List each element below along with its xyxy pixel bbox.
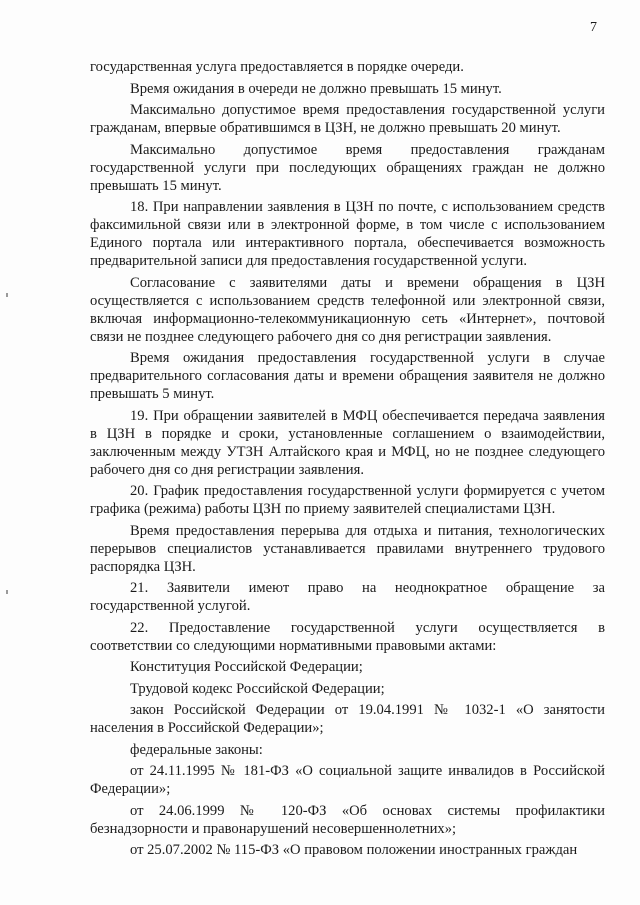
paragraph: 18. При направлении заявления в ЦЗН по почте, с использованием средств факсимильной связи или в электронной форме, в том числе с использованием Единого портала или интерактивного портала, обеспечивается возможность предварительной записи для предоставления государственной услуги.	[90, 199, 605, 269]
paragraph: государственная услуга предоставляется в порядке очереди.	[90, 59, 464, 75]
paragraph: 21. Заявители имеют право на неоднократное обращение за государственной услугой.	[90, 580, 605, 614]
paragraph: Согласование с заявителями даты и времени обращения в ЦЗН осуществляется с использованием средств телефонной или электронной связи, включая информационно-телекоммуникационную сеть «Интернет», почтовой связи не позднее следующего рабочего дня со дня регистрации заявления.	[90, 274, 605, 345]
paragraph: от 25.07.2002 № 115-ФЗ «О правовом положении иностранных граждан	[130, 842, 578, 858]
paragraph: Время ожидания в очереди не должно превышать 15 минут.	[130, 80, 502, 97]
paragraph: федеральные законы:	[130, 741, 263, 758]
paragraph: Максимально допустимое время предоставления государственной услуги гражданам, впервые обратившимся в ЦЗН, не должно превышать 20 минут.	[90, 102, 605, 136]
paragraph: от 24.06.1999 № 120-ФЗ «Об основах системы профилактики безнадзорности и правонарушений несовершеннолетних»;	[90, 802, 605, 837]
paragraph: Конституция Российской Федерации;	[130, 659, 363, 675]
scan-mark	[6, 293, 8, 297]
paragraph: 19. При обращении заявителей в МФЦ обеспечивается передача заявления в ЦЗН в порядке и сроки, установленные соглашением о взаимодействии, заключенным между УТЗН Алтайского края и МФЦ, но не позднее следующего рабочего дня со дня регистрации заявления.	[90, 407, 605, 478]
paragraph: 22. Предоставление государственной услуги осуществляется в соответствии со следующими нормативными правовыми актами:	[90, 619, 605, 654]
paragraph: от 24.11.1995 № 181-ФЗ «О социальной защите инвалидов в Российской Федерации»;	[90, 763, 605, 797]
paragraph: закон Российской Федерации от 19.04.1991 № 1032-1 «О занятости населения в Российской Федерации»;	[90, 702, 605, 736]
paragraph: Трудовой кодекс Российской Федерации;	[130, 680, 385, 697]
paragraph: 20. График предоставления государственной услуги формируется с учетом графика (режима) работы ЦЗН по приему заявителей специалистами ЦЗН.	[90, 483, 605, 517]
paragraph: Время предоставления перерыва для отдыха и питания, технологических перерывов специалистов устанавливается правилами внутреннего трудового распорядка ЦЗН.	[90, 522, 605, 575]
paragraph: Время ожидания предоставления государственной услуги в случае предварительного согласования даты и времени обращения заявителя не должно превышать 5 минут.	[90, 350, 605, 402]
page-number: 7	[590, 20, 597, 35]
document-body	[90, 58, 605, 863]
scan-mark	[6, 590, 8, 594]
paragraph: Максимально допустимое время предоставления гражданам государственной услуги при последующих обращениях граждан не должно превышать 15 минут.	[90, 141, 605, 194]
